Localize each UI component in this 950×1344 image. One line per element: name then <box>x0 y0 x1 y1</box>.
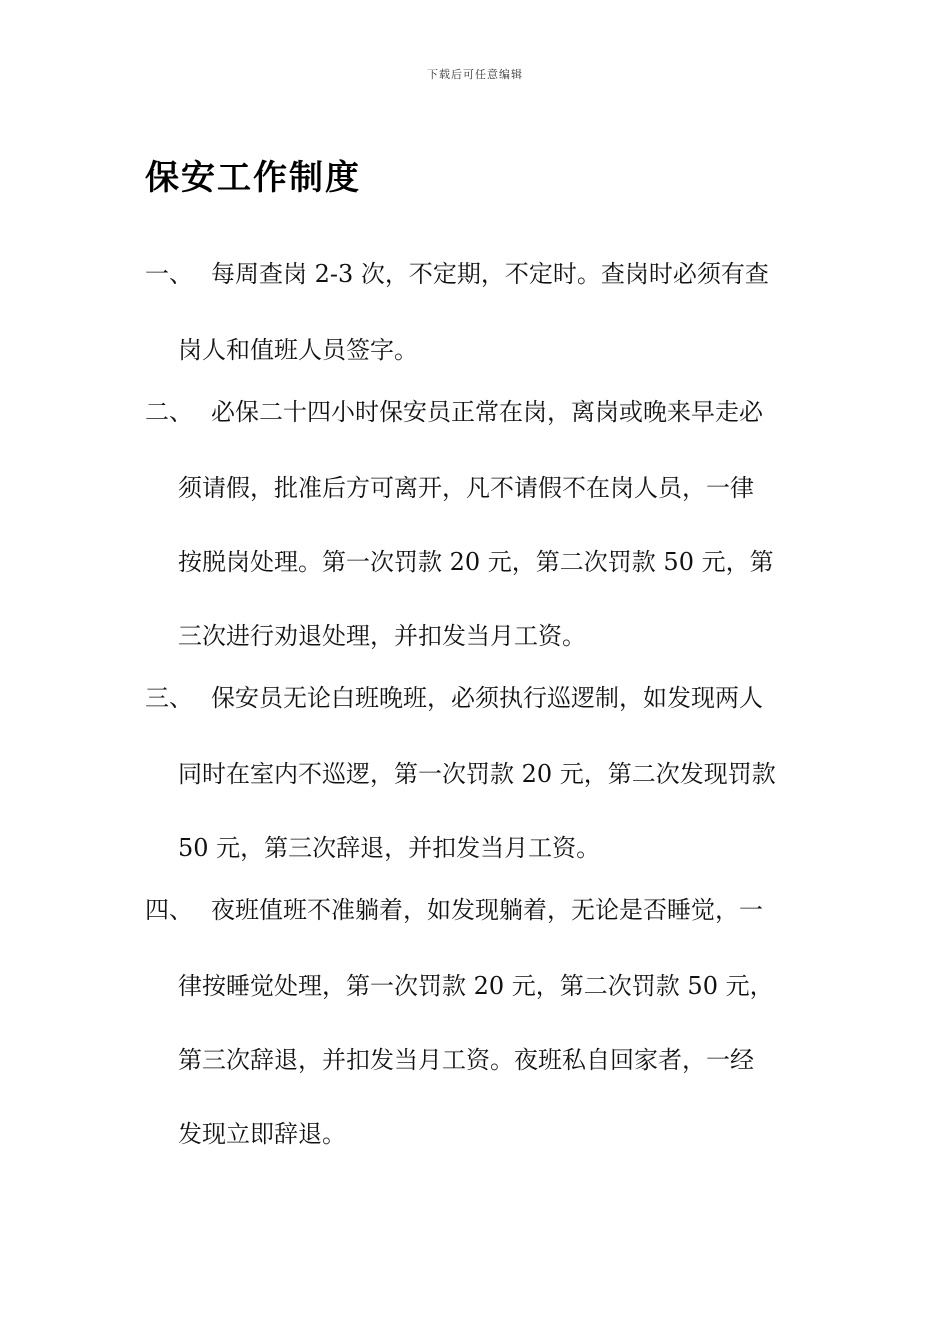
clause-line: 律按睡觉处理，第一次罚款 20 元，第二次罚款 50 元， <box>178 972 774 1000</box>
clause-line: 三次进行劝退处理，并扣发当月工资。 <box>178 622 586 650</box>
page-title: 保安工作制度 <box>145 158 361 198</box>
clause-line: 按脱岗处理。第一次罚款 20 元，第二次罚款 50 元，第 <box>178 548 774 576</box>
clause-number: 二、 <box>145 398 193 426</box>
clause-line: 岗人和值班人员签字。 <box>178 336 418 364</box>
clause-number: 三、 <box>145 684 193 712</box>
clause-number: 四、 <box>145 896 193 924</box>
header-note: 下载后可任意编辑 <box>427 68 523 81</box>
clause-line: 50 元，第三次辞退，并扣发当月工资。 <box>178 834 601 862</box>
clause-line: 每周查岗 2-3 次，不定期，不定时。查岗时必须有查 <box>211 260 769 288</box>
clause-line: 必保二十四小时保安员正常在岗，离岗或晚来早走必 <box>211 398 763 426</box>
clause-line: 同时在室内不巡逻，第一次罚款 20 元，第二次发现罚款 <box>178 760 776 788</box>
clause-line: 保安员无论白班晚班，必须执行巡逻制，如发现两人 <box>211 684 763 712</box>
clause-line: 夜班值班不准躺着，如发现躺着，无论是否睡觉，一 <box>211 896 763 924</box>
clause-line: 须请假，批准后方可离开，凡不请假不在岗人员，一律 <box>178 474 754 502</box>
clause-line: 第三次辞退，并扣发当月工资。夜班私自回家者，一经 <box>178 1046 754 1074</box>
clause-number: 一、 <box>145 260 193 288</box>
clause-line: 发现立即辞退。 <box>178 1120 346 1148</box>
